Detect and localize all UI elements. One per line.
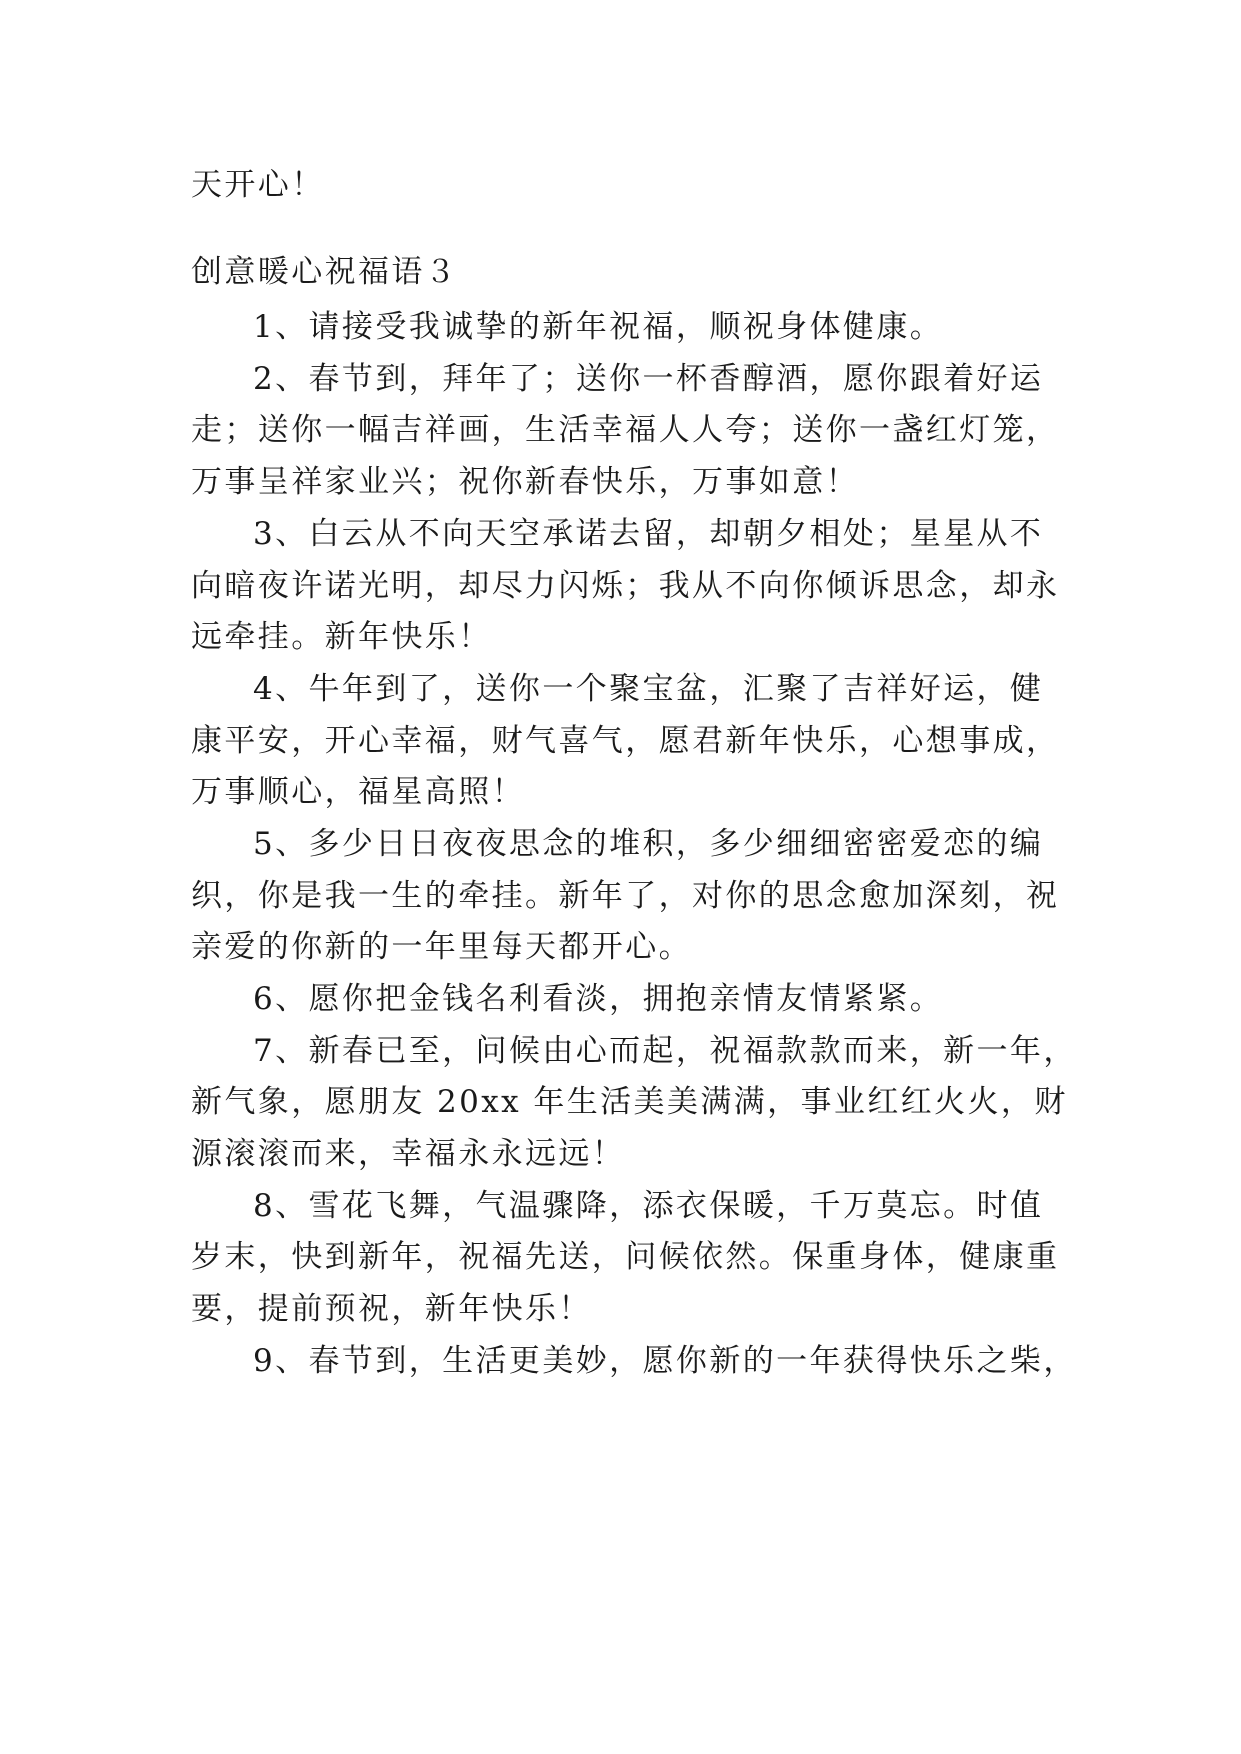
item-4-line-2: 康平安，开心幸福，财气喜气，愿君新年快乐，心想事成， (191, 723, 1060, 759)
item-2-line-3: 万事呈祥家业兴；祝你新春快乐，万事如意！ (191, 464, 859, 500)
continuation-line: 天开心！ (191, 167, 325, 203)
item-4-line-1: 4、牛年到了，送你一个聚宝盆，汇聚了吉祥好运，健 (253, 671, 1044, 707)
item-6-line-1: 6、愿你把金钱名利看淡，拥抱亲情友情紧紧。 (253, 981, 944, 1017)
item-5-line-2: 织，你是我一生的牵挂。新年了，对你的思念愈加深刻，祝 (191, 878, 1060, 914)
item-9-line-1: 9、春节到，生活更美妙，愿你新的一年获得快乐之柴， (253, 1343, 1077, 1379)
item-8-line-3: 要，提前预祝，新年快乐！ (191, 1291, 592, 1327)
item-4-line-3: 万事顺心，福星高照！ (191, 774, 525, 810)
item-3-line-1: 3、白云从不向天空承诺去留，却朝夕相处；星星从不 (253, 516, 1044, 552)
item-7-line-2: 新气象，愿朋友 20xx 年生活美美满满，事业红红火火，财 (191, 1084, 1068, 1120)
item-8-line-2: 岁末，快到新年，祝福先送，问候依然。保重身体，健康重 (191, 1239, 1060, 1275)
item-2-line-2: 走；送你一幅吉祥画，生活幸福人人夸；送你一盏红灯笼， (191, 412, 1060, 448)
item-3-line-2: 向暗夜许诺光明，却尽力闪烁；我从不向你倾诉思念，却永 (191, 568, 1060, 604)
section-heading: 创意暖心祝福语３ (191, 254, 459, 290)
item-7-line-3: 源滚滚而来，幸福永永远远！ (191, 1136, 626, 1172)
item-1-line-1: 1、请接受我诚挚的新年祝福，顺祝身体健康。 (253, 309, 944, 345)
item-7-line-1: 7、新春已至，问候由心而起，祝福款款而来，新一年， (253, 1033, 1077, 1069)
item-3-line-3: 远牵挂。新年快乐！ (191, 619, 492, 655)
item-5-line-1: 5、多少日日夜夜思念的堆积，多少细细密密爱恋的编 (253, 826, 1044, 862)
item-2-line-1: 2、春节到，拜年了；送你一杯香醇酒，愿你跟着好运 (253, 361, 1044, 397)
item-5-line-3: 亲爱的你新的一年里每天都开心。 (191, 929, 692, 965)
item-8-line-1: 8、雪花飞舞，气温骤降，添衣保暖，千万莫忘。时值 (253, 1188, 1044, 1224)
